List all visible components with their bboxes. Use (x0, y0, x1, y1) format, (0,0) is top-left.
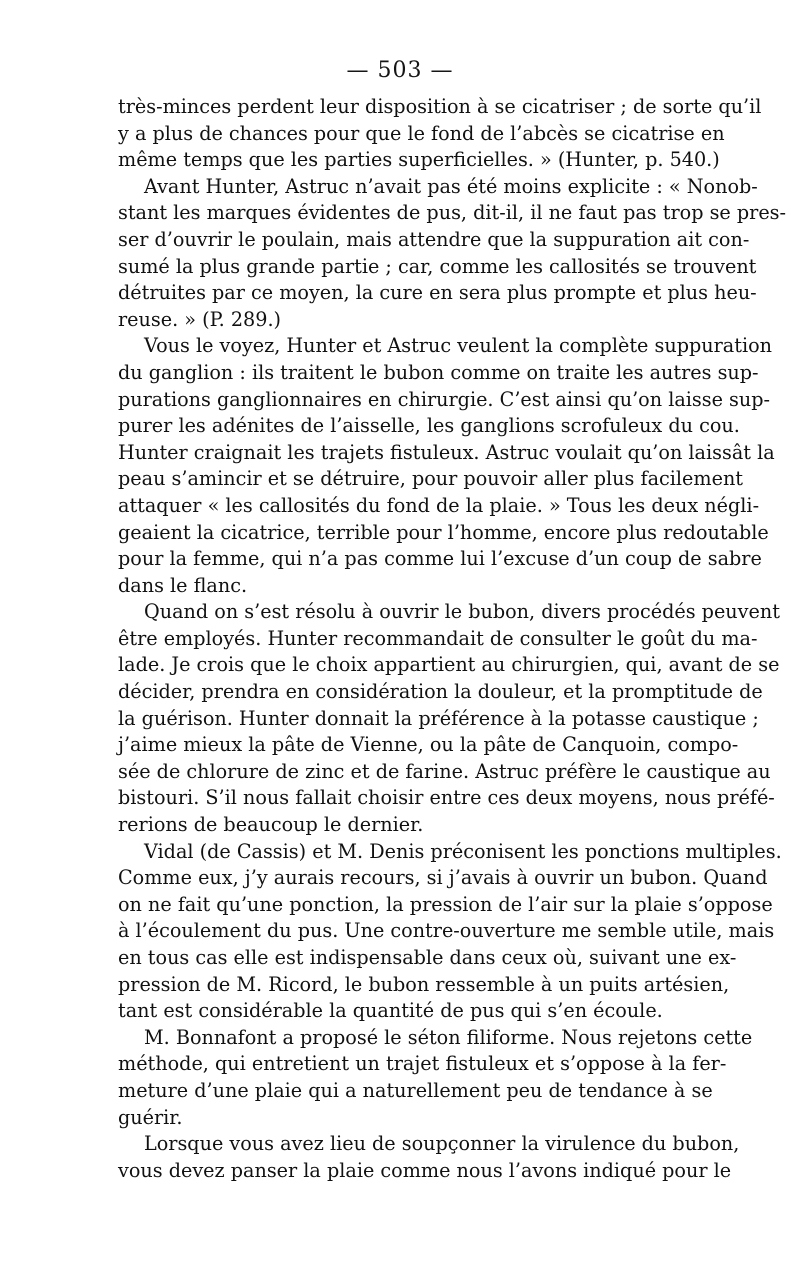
text-line: purations ganglionnaires en chirurgie. C’est ainsi qu’on laisse sup- (118, 387, 771, 411)
text-line: lade. Je crois que le choix appartient au chirurgien, qui, avant de se (118, 653, 780, 677)
text-line: y a plus de chances pour que le fond de l’abcès se cicatrise en (118, 121, 725, 145)
page-number: — 503 — (346, 58, 454, 83)
paragraph-first-line: Lorsque vous avez lieu de soupçonner la virulence du bubon, (144, 1132, 740, 1156)
paragraph-first-line: Avant Hunter, Astruc n’avait pas été moins explicite : « Nonob- (144, 174, 758, 198)
text-line: la guérison. Hunter donnait la préférence à la potasse caustique ; (118, 706, 759, 730)
text-line: peau s’amincir et se détruire, pour pouvoir aller plus facilement (118, 467, 744, 491)
text-line: meture d’une plaie qui a naturellement peu de tendance à se (118, 1078, 713, 1102)
paragraph-first-line: Quand on s’est résolu à ouvrir le bubon, divers procédés peuvent (144, 600, 780, 624)
text-line: guérir. (118, 1105, 183, 1129)
body-text (118, 94, 787, 1184)
paragraph-first-line: M. Bonnafont a proposé le séton filiforme. Nous rejetons cette (144, 1025, 753, 1049)
text-line: j’aime mieux la pâte de Vienne, ou la pâte de Canquoin, compo- (118, 733, 739, 757)
text-line: tant est considérable la quantité de pus qui s’en écoule. (118, 999, 663, 1023)
text-line: être employés. Hunter recommandait de consulter le goût du ma- (118, 626, 758, 650)
text-line: reuse. » (P. 289.) (118, 307, 282, 331)
text-line: décider, prendra en considération la douleur, et la promptitude de (118, 680, 763, 704)
text-line: vous devez panser la plaie comme nous l’avons indiqué pour le (118, 1158, 732, 1182)
text-line: purer les adénites de l’aisselle, les ganglions scrofuleux du cou. (118, 414, 740, 438)
text-line: on ne fait qu’une ponction, la pression de l’air sur la plaie s’oppose (118, 892, 773, 916)
text-line: stant les marques évidentes de pus, dit-il, il ne faut pas trop se pres- (118, 201, 787, 225)
text-line: du ganglion : ils traitent le bubon comme on traite les autres sup- (118, 360, 759, 384)
text-line: attaquer « les callosités du fond de la plaie. » Tous les deux négli- (118, 493, 760, 517)
text-line: très-minces perdent leur disposition à se cicatriser ; de sorte qu’il (118, 95, 762, 118)
text-line: sée de chlorure de zinc et de farine. Astruc préfère le caustique au (118, 759, 771, 783)
paragraph-first-line: Vous le voyez, Hunter et Astruc veulent la complète suppuration (144, 334, 772, 358)
text-line: bistouri. S’il nous fallait choisir entre ces deux moyens, nous préfé- (118, 786, 775, 810)
text-line: à l’écoulement du pus. Une contre-ouverture me semble utile, mais (118, 919, 775, 943)
text-line: Comme eux, j’y aurais recours, si j’avais à ouvrir un bubon. Quand (118, 866, 768, 890)
text-line: pression de M. Ricord, le bubon ressemble à un puits artésien, (118, 972, 730, 996)
text-line: rerions de beaucoup le dernier. (118, 813, 424, 837)
text-line: Hunter craignait les trajets fistuleux. Astruc voulait qu’on laissât la (118, 440, 775, 464)
text-line: sumé la plus grande partie ; car, comme les callosités se trouvent (118, 254, 757, 278)
text-line: détruites par ce moyen, la cure en sera plus prompte et plus heu- (118, 281, 757, 305)
text-line: pour la femme, qui n’a pas comme lui l’excuse d’un coup de sabre (118, 547, 762, 571)
text-line: ser d’ouvrir le poulain, mais attendre que la suppuration ait con- (118, 227, 750, 251)
text-line: dans le flanc. (118, 573, 248, 597)
paragraph-first-line: Vidal (de Cassis) et M. Denis préconisent les ponctions multiples. (144, 839, 782, 863)
text-line: méthode, qui entretient un trajet fistuleux et s’oppose à la fer- (118, 1052, 727, 1076)
text-line: même temps que les parties superficielles. » (Hunter, p. 540.) (118, 148, 720, 172)
text-line: en tous cas elle est indispensable dans ceux où, suivant une ex- (118, 946, 737, 969)
text-line: geaient la cicatrice, terrible pour l’homme, encore plus redoutable (118, 520, 769, 544)
